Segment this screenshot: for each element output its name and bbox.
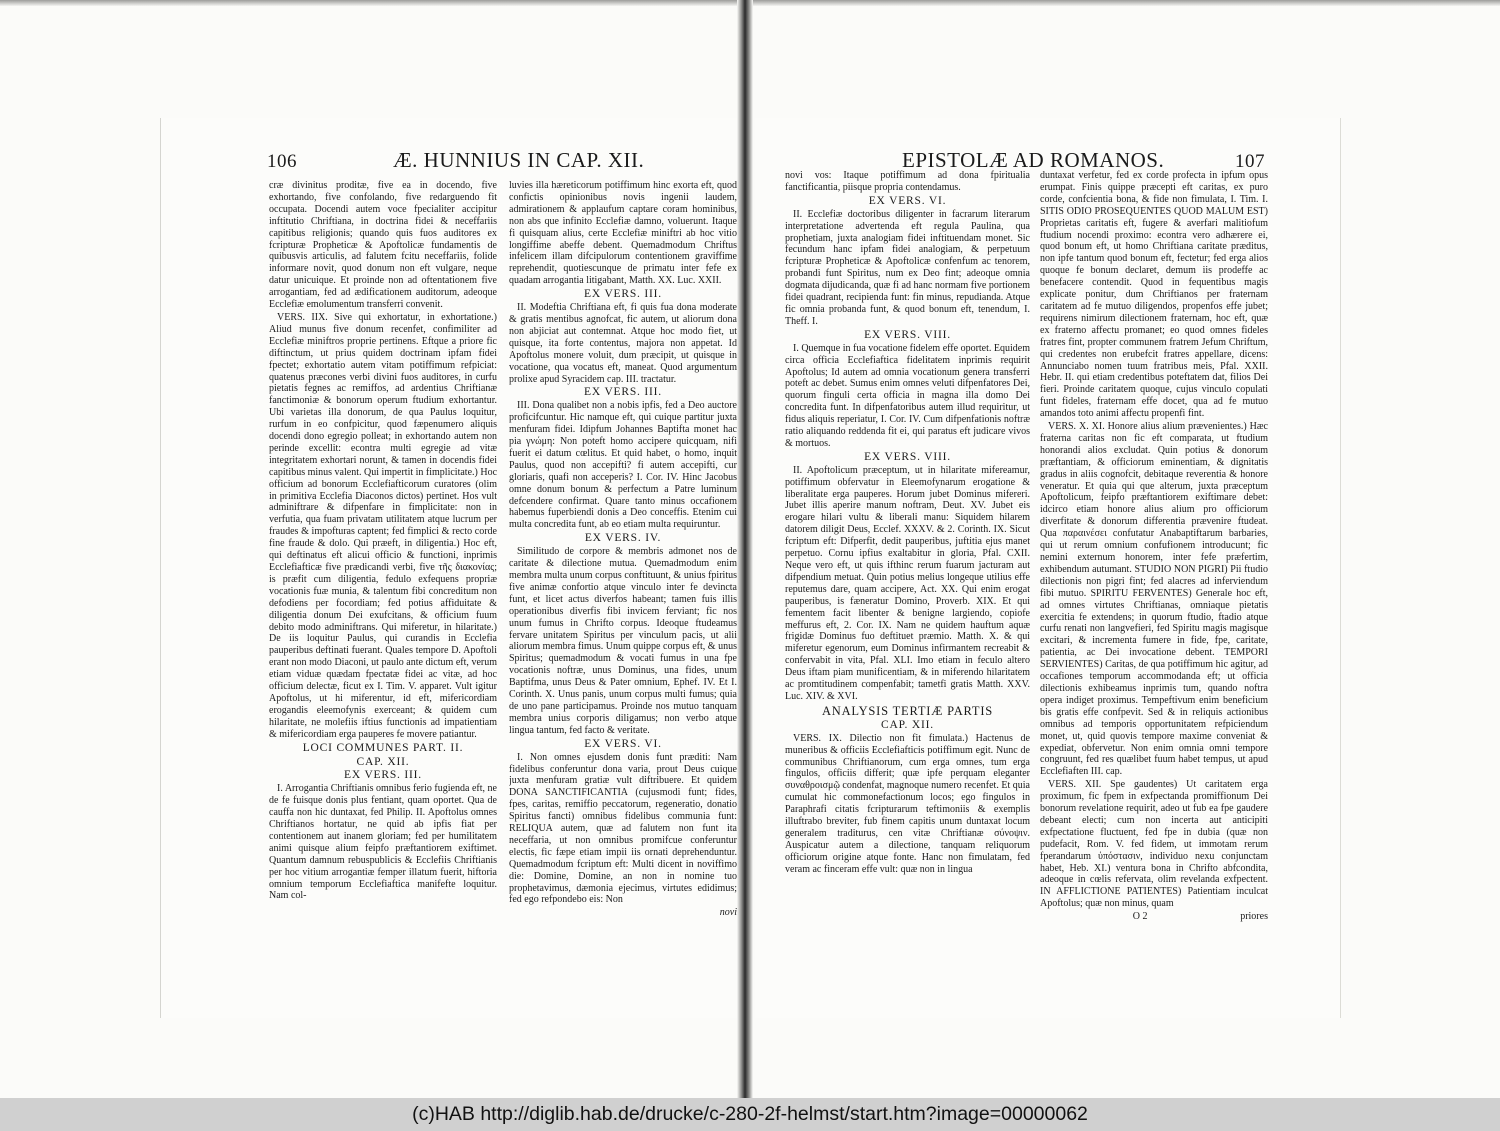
left-column-2 [509, 180, 737, 1002]
paragraph: cræ divinitus proditæ, five ea in docendo, five exhortando, five confolando, five redarguendo fit occupata. Docendi autem voce fpecialiter accipitur inftitutio Chriftiana, in doctrina fidei & neceffariis capitibus religionis; quando quis fuos auditores ex fcripturæ Propheticæ & Apoftolicæ fundamentis de quibusvis articulis, ad falutem fcitu neceffariis, folide informare novit, quod donum non eft vulgare, neque datur unicuique. Et proinde non ad oftentationem five arrogantiam, fed ad ædificationem auditorum, adeoque Ecclefiæ emolumentum transferri convenit. [269, 180, 497, 311]
section-heading: EX VERS. VIII. [864, 450, 951, 463]
section-heading: EX VERS. VI. [868, 194, 947, 207]
section-heading: CAP. XII. [356, 755, 410, 768]
paragraph: duntaxat verfetur, fed ex corde profecta in ipfum opus erumpat. Finis quippe præcepti eft caritas, ex puro corde, confcientia bona, & fide non fimulata, I. Tim. I. SITIS ODIO PROSEQUENTES QUOD MALUM EST) Proprietas caritatis eft, fugere & averfari malitiofum ftudium nocendi proximo: econtra vero adhærere ei, quod bonum eft, ut homo Chriftiana caritate præditus, non ipfe tantum quod bonum eft, fectetur; fed erga alios quoque fe bonum declaret, demum iis prodeffe ac benefacere contendit. Quod in fequentibus magis explicate ponitur, dum Chriftianos per fraternam caritatem ad fe mutuo diligendos, propenfos effe jubet; requirens nimirum dilectionem fraternam, hoc eft, quæ ex fraterno affectu promanet; eo quod omnes fideles fratres fint, propter communem fratrem Jefum Chriftum, qui credentes non erubefcit fratres appellare, dicens: Annunciabo nomen tuum fratribus meis, Pfal. XXII. Hebr. II. qui etiam credentibus poteftatem dat, filios Dei fieri. Proinde caritatem quoque, cujus vinculo copulati funt fideles, fraternam effe docet, qua ad fe mutuo amandos toto animi affectu propenfi fint. [1040, 170, 1268, 420]
catchword: priores [1240, 911, 1268, 923]
paragraph: VERS. IX. Dilectio non fit fimulata.) Hactenus de muneribus & officiis Ecclefiafticis potiffimum egit. Nunc de communibus Chriftianorum, cum erga omnes, tum erga fingulos, officiis differit; quæ ipfe perquam eleganter συναθροισμῷ condenfat, magnoque numero recenfet. Et quia cumulat hic commonefactionum locos; ego fingulos in Paraphrafi citatis fcripturarum teftimoniis & exemplis illuftrabo breviter, fub finem capitis unum duntaxat locum generalem traditurus, cen vitæ Chriftianæ σύνοψιν. Auspicatur autem a dilectione, tanquam reliquorum officiorum origine atque fonte. Hanc non fimulatam, fed veram ac finceram effe vult: quæ non in lingua [785, 732, 1030, 875]
left-page [160, 118, 741, 1018]
paragraph: I. Arrogantia Chriftianis omnibus ferio fugienda eft, ne de fe fuisque donis plus fentiant, quam oportet. Qua de cauffa non hic duntaxat, fed Philip. II. Apoftolus omnes Chriftianos hortatur, ne quid ab ipfis fiat per contentionem aut inanem gloriam; fed per humilitatem animi quisque alium feipfo præftantiorem exiftimet. Quantum damnum rebuspublicis & Ecclefiis Chriftianis per hoc vitium arrogantiæ femper illatum fuerit, hiftoria omnium temporum Ecclefiaftica manifefte loquitur. Nam col- [269, 783, 497, 902]
right-column-1 [785, 170, 1030, 1002]
paragraph: VERS. XII. Spe gaudentes) Ut caritatem erga proximum, fic fpem in exfpectanda promiffionum Dei bonorum revelatione requirit, adeo ut fub ea fpe gaudere debeant electi; cum non incerta aut anticipiti exfpectatione fluctuent, fed fpe in dubia (quæ non pudefacit, Rom. V. fed fidem, ut immotam rerum fperandarum ὑπόστασιν, individuo nexu conjunctam habet, Heb. XI.) ventura bona in Chrifto abfcondita, adeoque in cœlis refervata, olim revelanda exfpectent. IN AFFLICTIONE PATIENTES) Patientiam inculcat Apoftolus; quæ non minus, quam [1040, 779, 1268, 910]
paragraph: II. Modeftia Chriftiana eft, fi quis fua dona moderate & gratis mentibus agnofcat, fic autem, ut aliorum dona non abjiciat aut contemnat. Atque hoc modo fiet, ut quisque, ita forte contentus, majora non appetat. Id Apoftolus monere voluit, dum præcipit, ut quisque in vocatione, qua vocatus eft, maneat. Quod argumentum prolixe apud Syracidem cap. III. tractatur. [509, 302, 737, 385]
signature-line [1040, 911, 1268, 923]
section-heading: EX VERS. III. [344, 769, 422, 782]
paragraph: II. Apoftolicum præceptum, ut in hilaritate mifereamur, potiffimum obfervatur in Eleemofynarum erogatione & liberalitate erga pauperes. Horum jubet Dominus mifereri. Jubet illis aperire manum noftram, Deut. XV. Jubet eis erogare hilari vultu & liberali manu: Siquidem hilarem datorem diligit Deus, Ecclef. XXXV. & 2. Corinth. IX. Sicut fcriptum eft: Difperfit, dedit pauperibus, juftitia ejus manet perpetuo. Cornu ipfius exaltabitur in gloria, Pfal. CXII. Neque vero eft, ut quis ifthinc rerum fuarum jacturam aut difpendium metuat. Quin potius melius longeque utilius effe reputemus dare, quam accipere, Act. XX. Qui enim erogat pauperibus, is fæneratur Domino, Proverb. XIX. Et qui fementem facit libenter & benigne largiendo, copiofe meffurus eft, 2. Cor. IX. Nam ne quidem hauftum aquæ frigidæ Dominus fuo deftituet præmio. Matth. X. & qui miferetur egenorum, eum Dominus infirmantem recreabit & confervabit in vita, Pfal. XLI. Imo etiam in feculo altero Deus iftam piam munificentiam, & in miferendo hilaritatem ac promtitudinem compenfabit; tametfi gratis Matth. XXV. Luc. XIV. & XVI. [785, 464, 1030, 702]
paragraph: I. Quemque in fua vocatione fidelem effe oportet. Equidem circa officia Ecclefiaftica fidelitatem inprimis requirit Apoftolus; Id autem ad omnia vocationum genera transferri poteft ac debet. Sumus enim omnes veluti difpenfatores Dei, quorum finguli certa officia in magna illa domo Dei concredita funt. In difpenfatoribus autem illud requiritur, ut fidus aliquis reperiatur, I. Cor. IV. Cum difpenfationis noftræ ratio aliquando reddenda fit ei, qui paratus eft judicare vivos & mortuos. [785, 342, 1030, 449]
paragraph: III. Dona qualibet non a nobis ipfis, fed a Deo auctore proficifcuntur. Hic namque eft, qui cuique partitur juxta menfuram fidei. Idipfum Johannes Baptifta monet hac pia γνώμη: Non poteft homo accipere quicquam, nifi fuerit ei datum cœlitus. Et quid habet, o homo, inquit Paulus, quod non accepifti? fi autem accepifti, cur gloriaris, quafi non acceperis? I. Cor. IV. Hinc Jacobus omne donum bonum & perfectum a Patre luminum defcendere confirmat. Quare tanto minus occafionem habemus fuperbiendi donis a Deo conceffis. Etenim cui multa concredita funt, ab eo etiam multa requiruntur. [509, 400, 737, 531]
section-heading: ANALYSIS TERTIÆ PARTIS [821, 703, 994, 718]
right-running-title: EPISTOLÆ AD ROMANOS. [902, 148, 1165, 172]
paragraph: II. Ecclefiæ doctoribus diligenter in facrarum literarum interpretatione advertenda eft regula Paulina, qua prophetiam, juxta analogiam fidei inftituendam monet. Sic fecundum hanc ipfam fidei analogiam, & perpetuum fcripturæ Propheticæ & Apoftolicæ confenfum ac tenorem, probandi funt Spiritus, num ex Deo fint; adeoque omnia dogmata dijudicanda, quæ fi ad hanc normam five portionem fidei quadrant, recipienda funt: fin minus, repudianda. Atque fic omnia probanda funt, & quod bonum eft, tenendum, I. Theff. I. [785, 208, 1030, 327]
left-page-number: 106 [267, 151, 297, 172]
section-heading: EX VERS. III. [584, 386, 662, 399]
paragraph: novi vos: Itaque potiffimum ad dona fpiritualia fanctificantia, piisque propria contendamus. [785, 170, 1030, 193]
signature-mark: O 2 [1132, 911, 1148, 923]
section-heading: LOCI COMMUNES PART. II. [302, 741, 464, 754]
book-gutter [737, 0, 753, 1098]
section-heading: EX VERS. VI. [584, 737, 662, 750]
copyright-footer: (c)HAB http://diglib.hab.de/drucke/c-280-2f-helmst/start.htm?image=00000062 [0, 1098, 1500, 1131]
catchword: novi [719, 907, 737, 919]
paragraph: Similitudo de corpore & membris admonet nos de caritate & dilectione mutua. Quemadmodum enim membra multa unum corpus conftituunt, & unius fpiritus five animæ confortio atque vinculo inter fe devincta funt, et licet actus diverfos habeant; tamen fuis illis operationibus diverfis fibi invicem ferviant; fic nos unum fumus in Chrifto corpus. Ideoque ftudeamus fervare unitatem Spiritus per vinculum pacis, ut alii aliorum membra fimus. Unum quippe corpus eft, & unus Spiritus; quemadmodum & vocati fumus in una fpe vocationis noftræ, unus Dominus, una fides, unum Baptifma, unus Deus & Pater omnium, Ephef. IV. Et I. Corinth. X. Unus panis, unum corpus multi fumus; quia de uno pane participamus. Proinde nos mutuo tanquam membra unius corporis diligamus; non verbo atque lingua tantum, fed facto & veritate. [509, 546, 737, 736]
section-heading: EX VERS. III. [584, 288, 662, 301]
section-heading: EX VERS. VIII. [864, 328, 951, 341]
right-page-number: 107 [1235, 151, 1265, 172]
paragraph: VERS. IIX. Sive qui exhortatur, in exhortatione.) Aliud munus five donum recenfet, confimiliter ad Ecclefiæ miniftros proprie pertinens. Eftque a priore fic diftinctum, ut prius quidem doctrinam ipfam fidei fpectet; exhortatio autem vitam potiffimum refpiciat: quatenus præcones verbi divini fuos auditores, in curfu pietatis fegnes ac remiffos, ad ardentius Chriftianæ fanctimoniæ & bonorum operum ftudium exhortantur. Ubi varietas illa donorum, de qua Paulus loquitur, rurfum in eo confpicitur, quod fæpenumero aliquis docendi dono egregio polleat; in exhortando autem non perinde excellit: econtra multi egregie ad vitæ integritatem exhortari norunt, & tamen in docendis fidei capitibus minus valent. Qui impertit in fimplicitate.) Hoc officium ad bonorum Ecclefiafticorum curatores (olim in primitiva Ecclefia Diaconos dictos) pertinet. Hos vult adminiftrare & difpenfare in fimplicitate: non in verfutia, qua fuam privatam utilitatem atque lucrum per fraudes & impofturas captent; fed fimplici & recto corde fine fraude & dolo. Qui præeft, in diligentia.) Hoc eft, qui deftinatus eft alicui officio & functioni, inprimis Ecclefiafticæ five prædicandi verbi, five τῆς διακονίας; is præfit cum diligentia, fedulo exfequens propriæ vocationis fuæ munia, & talentum fibi concreditum non defodiens per focordiam; fed potius affiduitate & diligentia donum Dei exufcitans, & officium fuum debito modo adminiftrans. Qui miferetur, in hilaritate.) De iis loquitur Paulus, qui curandis in Ecclefia pauperibus deftinati fuerant. Quales tempore D. Apoftoli erant non modo Diaconi, ut paulo ante dictum eft, verum etiam viduæ quædam fpectatæ fidei ac vitæ, ad hoc officium delectæ, ficut ex I. Tim. V. apparet. Vult igitur Apoftolus, ut hi miferentur, id eft, mifericordiam erogandis eleemofynis exerceant; & quidem cum hilaritate, ne molefiis iftius functionis ad impatientiam & mifericordiam erga pauperes fe movere patiantur. [269, 311, 497, 740]
section-heading: EX VERS. IV. [584, 532, 662, 545]
right-column-2 [1040, 170, 1268, 1002]
right-page [755, 118, 1341, 1018]
paragraph: luvies illa hæreticorum potiffimum hinc exorta eft, quod confictis opinionibus novis ingenii laudem, admirationem & applaufum captare coram hominibus, non abs que infinito Ecclefiæ damno, voluerunt. Itaque fi quisquam alius, certe Ecclefiæ miniftri ab hoc vitio longiffime abeffe debent. Quemadmodum Chriftus infelicem illam difcipulorum contentionem graviffime reprehendit, quotiescunque de primatu inter fefe ex quadam arrogantia litigabant, Matth. XX. Luc. XXII. [509, 180, 737, 287]
left-running-title: Æ. HUNNIUS IN CAP. XII. [393, 148, 645, 172]
left-column-1 [269, 180, 497, 1002]
paragraph: VERS. X. XI. Honore alius alium prævenientes.) Hæc fraterna caritas non fic eft comparata, ut ftudium honorandi alios excludat. Quin potius & donorum præftantiam, & officiorum eminentiam, & dignitatis gradus in aliis cognofcit, debitaque reverentia & honore veneratur. Et quia qui que alterum, juxta præceptum Apoftolicum, feipfo præftantiorem exiftimare debet: idcirco etiam honore alius alium pro officiorum diverfitate & donorum differentia prævenire ftudeat. Qua παραινέσει confutatur Anabaptiftarum barbaries, qui ut rerum omnium confufionem introducunt; fic nemini externum honorem, inter fefe præfertim, exhibendum autumant. STUDIO NON PIGRI) Pii ftudio dilectionis non pigri fint; fed alacres ad inferviendum fibi mutuo. SPIRITU FERVENTES) Generale hoc eft, ad omnes virtutes Chriftianas, omniaque pietatis exercitia fe extendens; in quorum ftudio, ftadio atque curfu renati non langvefieri, fed Spiritu magis magisque excitari, & incrementa fumere in fide, fpe, caritate, patientia, ac Dei invocatione debent. TEMPORI SERVIENTES) Caritas, de qua potiffimum hic agitur, ad occafiones temporum accommodanda eft; ut officia dilectionis exhibeamus inprimis tum, quando noftra opera indiget proximus. Tempeftivum enim beneficium bis gratis effe confpevit. Sed & in reliquis actionibus omnibus ad temporis opportunitatem refpiciendum monet, ut, quid quovis tempore maxime conveniat & expediat, obfervetur. Non enim omnia omni tempore congruunt, fed res quælibet fuum habet tempus, ut apud Ecclefiaften III. cap. [1040, 421, 1268, 778]
paragraph: I. Non omnes ejusdem donis funt præditi: Nam fidelibus conferuntur dona varia, prout Deus cuique juxta menfuram gratiæ vult diftribuere. Et quidem DONA SANCTIFICANTIA (cujusmodi funt; fides, fpes, caritas, remiffio peccatorum, regeneratio, donatio Spiritus fancti) omnibus fidelibus communia funt: RELIQUA autem, quæ ad falutem non funt ita neceffaria, ut non omnibus promifcue conferuntur electis, fic fæpe etiam impii iis ornati deprehenduntur. Quemadmodum fcriptum eft: Multi dicent in noviffimo die: Domine, Domine, an non in nomine tuo prophetavimus, dæmonia ejecimus, virtutes edidimus; fed ego refpondebo eis: Non [509, 751, 737, 906]
section-heading: CAP. XII. [881, 718, 934, 731]
